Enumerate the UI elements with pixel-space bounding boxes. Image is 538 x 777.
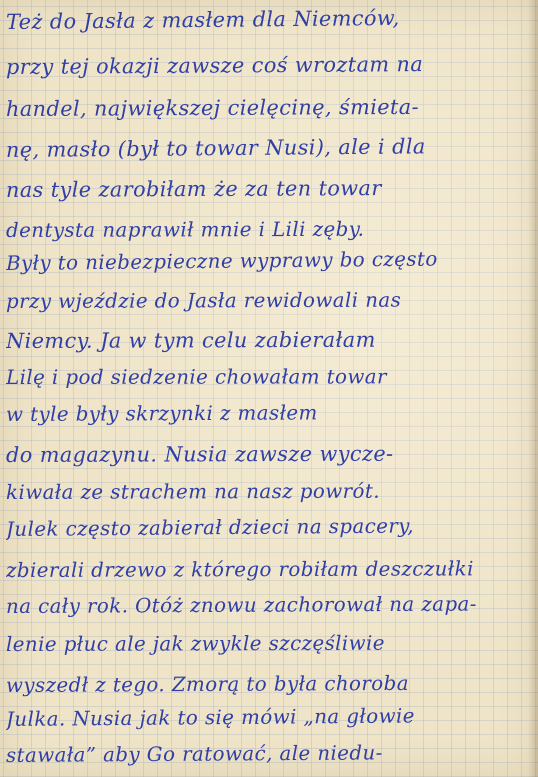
manuscript-line: Lilę i pod siedzenie chowałam towar [5, 365, 387, 389]
manuscript-line: zbierali drzewo z którego robiłam deszczułki [5, 557, 474, 582]
manuscript-line: dentysta naprawił mnie i Lili zęby. [5, 217, 365, 242]
manuscript-line: Też do Jasła z masłem dla Niemców, [5, 5, 400, 34]
manuscript-line: na cały rok. Otóż znowu zachorował na zapa- [5, 592, 477, 618]
manuscript-line: stawała” aby Go ratować, ale niedu- [5, 741, 383, 767]
manuscript-line: Julek często zabierał dzieci na spacery, [5, 514, 414, 541]
manuscript-line: nę, masło (był to towar Nusi), ale i dla [5, 134, 426, 162]
manuscript-line: nas tyle zarobiłam że za ten towar [5, 176, 382, 202]
handwritten-text-block [6, 0, 536, 777]
manuscript-line: przy wjeździe do Jasła rewidowali nas [5, 288, 402, 313]
manuscript-line: kiwała ze strachem na nasz powrót. [5, 479, 380, 504]
manuscript-line: lenie płuc ale jak zwykle szczęśliwie [5, 631, 385, 656]
manuscript-line: wyszedł z tego. Zmorą to była choroba [5, 671, 409, 697]
manuscript-line: handel, największej cielęcinę, śmieta- [5, 94, 420, 121]
manuscript-line: przy tej okazji zawsze coś wroztam na [5, 52, 424, 79]
manuscript-line: do magazynu. Nusia zawsze wycze- [5, 441, 394, 467]
manuscript-line: w tyle były skrzynki z masłem [5, 401, 318, 426]
manuscript-line: Były to niebezpieczne wyprawy bo często [5, 247, 438, 275]
manuscript-line: Julka. Nusia jak to się mówi „na głowie [5, 704, 415, 731]
manuscript-line: Niemcy. Ja w tym celu zabierałam [5, 327, 376, 353]
